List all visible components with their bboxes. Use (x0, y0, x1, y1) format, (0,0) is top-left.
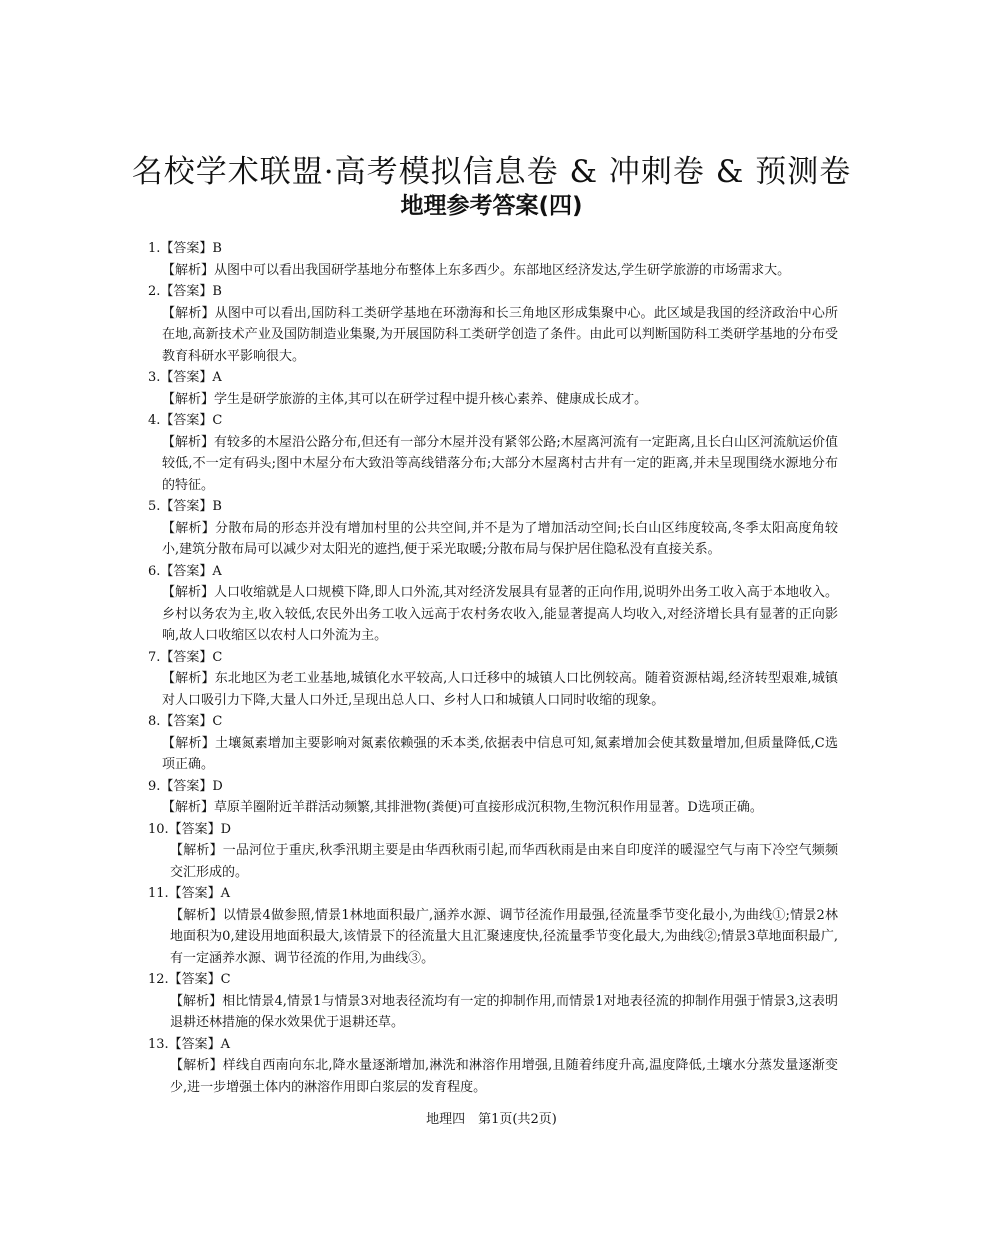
answer-explanation: 【解析】土壤氮素增加主要影响对氮素依赖强的禾本类,依据表中信息可知,氮素增加会使其数量增加,但质量降低,C选项正确。 (162, 735, 838, 772)
answer-item-11 (148, 883, 838, 969)
answer-explanation: 【解析】东北地区为老工业基地,城镇化水平较高,人口迁移中的城镇人口比例较高。随着资源枯竭,经济转型艰难,城镇对人口吸引力下降,大量人口外迁,呈现出总人口、乡村人口和城镇人口同时收缩的现象。 (162, 671, 838, 708)
answer-explanation: 【解析】相比情景4,情景1与情景3对地表径流均有一定的抑制作用,而情景1对地表径流的抑制作用强于情景3,这表明退耕还林措施的保水效果优于退耕还草。 (170, 993, 838, 1030)
answer-explanation: 【解析】分散布局的形态并没有增加村里的公共空间,并不是为了增加活动空间;长白山区纬度较高,冬季太阳高度角较小,建筑分散布局可以减少对太阳光的遮挡,便于采光取暖;分散布局与保护居住隐私没有直接关系。 (162, 520, 838, 557)
answer-label: 5.【答案】B (148, 499, 222, 514)
answer-item-6 (148, 561, 838, 647)
answer-label: 3.【答案】A (148, 370, 222, 385)
answer-item-3 (148, 367, 838, 410)
answer-label: 8.【答案】C (148, 714, 223, 729)
answer-item-12 (148, 969, 838, 1034)
answer-item-9 (148, 776, 838, 819)
answer-item-13 (148, 1034, 838, 1099)
answer-item-7 (148, 647, 838, 712)
answer-explanation: 【解析】从图中可以看出,国防科工类研学基地在环渤海和长三角地区形成集聚中心。此区域是我国的经济政治中心所在地,高新技术产业及国防制造业集聚,为开展国防科工类研学创造了条件。由此可以判断国防科工类研学基地的分布受教育科研水平影响很大。 (162, 305, 838, 364)
answer-explanation: 【解析】以情景4做参照,情景1林地面积最广,涵养水源、调节径流作用最强,径流量季节变化最小,为曲线①;情景2林地面积为0,建设用地面积最大,该情景下的径流量大且汇聚速度快,径流量季节变化最大,为曲线②;情景3草地面积最广,有一定涵养水源、调节径流的作用,为曲线③。 (170, 907, 838, 966)
answer-item-8 (148, 711, 838, 776)
answer-label: 4.【答案】C (148, 413, 223, 428)
answer-explanation: 【解析】一品河位于重庆,秋季汛期主要是由华西秋雨引起,而华西秋雨是由来自印度洋的暖湿空气与南下冷空气频频交汇形成的。 (170, 843, 838, 880)
answer-label: 10.【答案】D (148, 821, 232, 837)
answer-label: 7.【答案】C (148, 649, 223, 665)
answer-item-10 (148, 819, 838, 884)
answer-list (148, 238, 838, 1098)
answer-label: 11.【答案】A (148, 886, 231, 901)
answer-explanation: 【解析】从图中可以看出我国研学基地分布整体上东多西少。东部地区经济发达,学生研学旅游的市场需求大。 (162, 262, 791, 278)
document-title: 名校学术联盟·高考模拟信息卷 & 冲刺卷 & 预测卷 (131, 154, 852, 190)
answer-label: 2.【答案】B (148, 284, 222, 299)
answer-explanation: 【解析】草原羊圈附近羊群活动频繁,其排泄物(粪便)可直接形成沉积物,生物沉积作用显著。D选项正确。 (162, 800, 763, 815)
answer-item-1 (148, 238, 838, 281)
page-footer: 地理四 第1页(共2页) (426, 1112, 557, 1127)
answer-item-4 (148, 410, 838, 496)
answer-explanation: 【解析】学生是研学旅游的主体,其可以在研学过程中提升核心素养、健康成长成才。 (162, 391, 648, 407)
answer-explanation: 【解析】人口收缩就是人口规模下降,即人口外流,其对经济发展具有显著的正向作用,说明外出务工收入高于本地收入。乡村以务农为主,收入较低,农民外出务工收入远高于农村务农收入,能显著提高人均收入,对经济增长具有显著的正向影响,故人口收缩区以农村人口外流为主。 (162, 585, 838, 643)
answer-item-2 (148, 281, 838, 367)
answer-label: 12.【答案】C (148, 972, 231, 987)
document-subtitle: 地理参考答案(四) (400, 193, 583, 219)
answer-label: 6.【答案】A (148, 563, 222, 579)
answer-label: 1.【答案】B (148, 241, 222, 256)
answer-label: 13.【答案】A (148, 1036, 231, 1052)
answer-item-5 (148, 496, 838, 561)
answer-explanation: 【解析】有较多的木屋沿公路分布,但还有一部分木屋并没有紧邻公路;木屋离河流有一定距离,且长白山区河流航运价值较低,不一定有码头;图中木屋分布大致沿等高线错落分布;大部分木屋离村古井有一定的距离,并未呈现围绕水源地分布的特征。 (162, 434, 838, 493)
answer-explanation: 【解析】样线自西南向东北,降水量逐渐增加,淋洗和淋溶作用增强,且随着纬度升高,温度降低,土壤水分蒸发量逐渐变少,进一步增强土体内的淋溶作用即白浆层的发育程度。 (170, 1058, 838, 1095)
answer-label: 9.【答案】D (148, 778, 223, 794)
